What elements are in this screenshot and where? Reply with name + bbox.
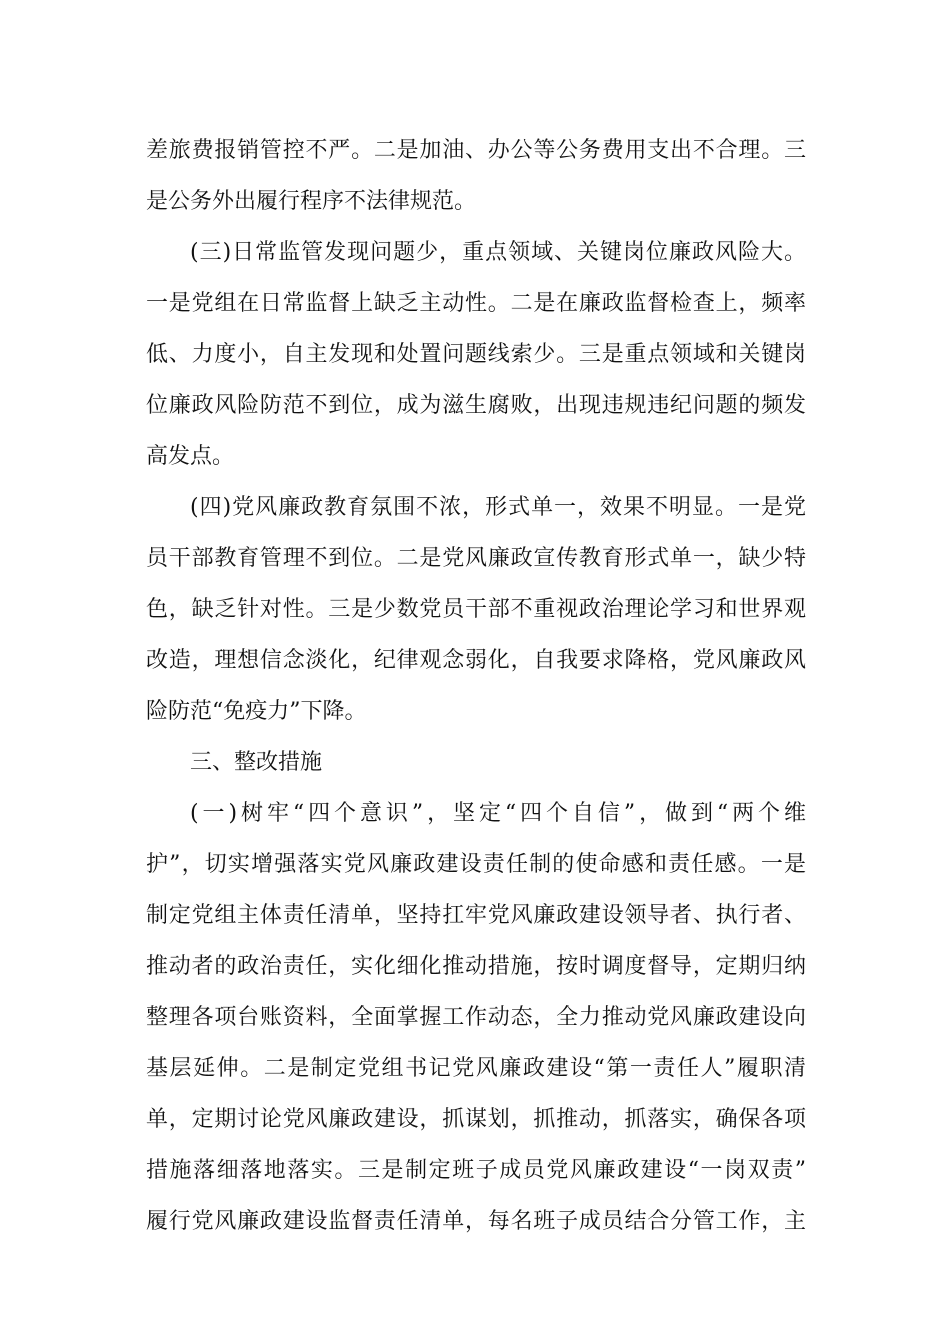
text-line: 整理各项台账资料，全面掌握工作动态，全力推动党风廉政建设向 [146,1005,806,1030]
paragraph-heading-line: (三)日常监管发现问题少，重点领域、关键岗位廉政风险大。 [190,240,806,265]
text-line: 色，缺乏针对性。三是少数党员干部不重视政治理论学习和世界观 [146,597,806,622]
paragraph-heading-line: (一)树牢“四个意识”，坚定“四个自信”，做到“两个维 [190,801,806,826]
text-line: 基层延伸。二是制定党组书记党风廉政建设“第一责任人”履职清 [146,1056,806,1081]
text-line: 措施落细落地落实。三是制定班子成员党风廉政建设“一岗双责” [146,1158,806,1183]
text-line: 险防范“免疫力”下降。 [146,699,367,724]
text-line: 位廉政风险防范不到位，成为滋生腐败，出现违规违纪问题的频发 [146,393,806,418]
text-line: 低、力度小，自主发现和处置问题线索少。三是重点领域和关键岗 [146,342,806,367]
text-line: 履行党风廉政建设监督责任清单，每名班子成员结合分管工作，主 [146,1209,806,1234]
text-line: 一是党组在日常监督上缺乏主动性。二是在廉政监督检查上，频率 [146,291,806,316]
text-line: 单，定期讨论党风廉政建设，抓谋划，抓推动，抓落实，确保各项 [146,1107,806,1132]
text-line: 是公务外出履行程序不法律规范。 [146,189,477,214]
text-line: 改造，理想信念淡化，纪律观念弱化，自我要求降格，党风廉政风 [146,648,806,673]
section-heading: 三、整改措施 [190,750,323,775]
paragraph-heading-line: (四)党风廉政教育氛围不浓，形式单一，效果不明显。一是党 [190,495,806,520]
text-line: 差旅费报销管控不严。二是加油、办公等公务费用支出不合理。三 [146,138,806,163]
text-line: 护”，切实增强落实党风廉政建设责任制的使命感和责任感。一是 [146,852,806,877]
text-line: 员干部教育管理不到位。二是党风廉政宣传教育形式单一，缺少特 [146,546,806,571]
text-line: 制定党组主体责任清单，坚持扛牢党风廉政建设领导者、执行者、 [146,903,806,928]
text-line: 高发点。 [146,444,235,469]
text-line: 推动者的政治责任，实化细化推动措施，按时调度督导，定期归纳 [146,954,806,979]
